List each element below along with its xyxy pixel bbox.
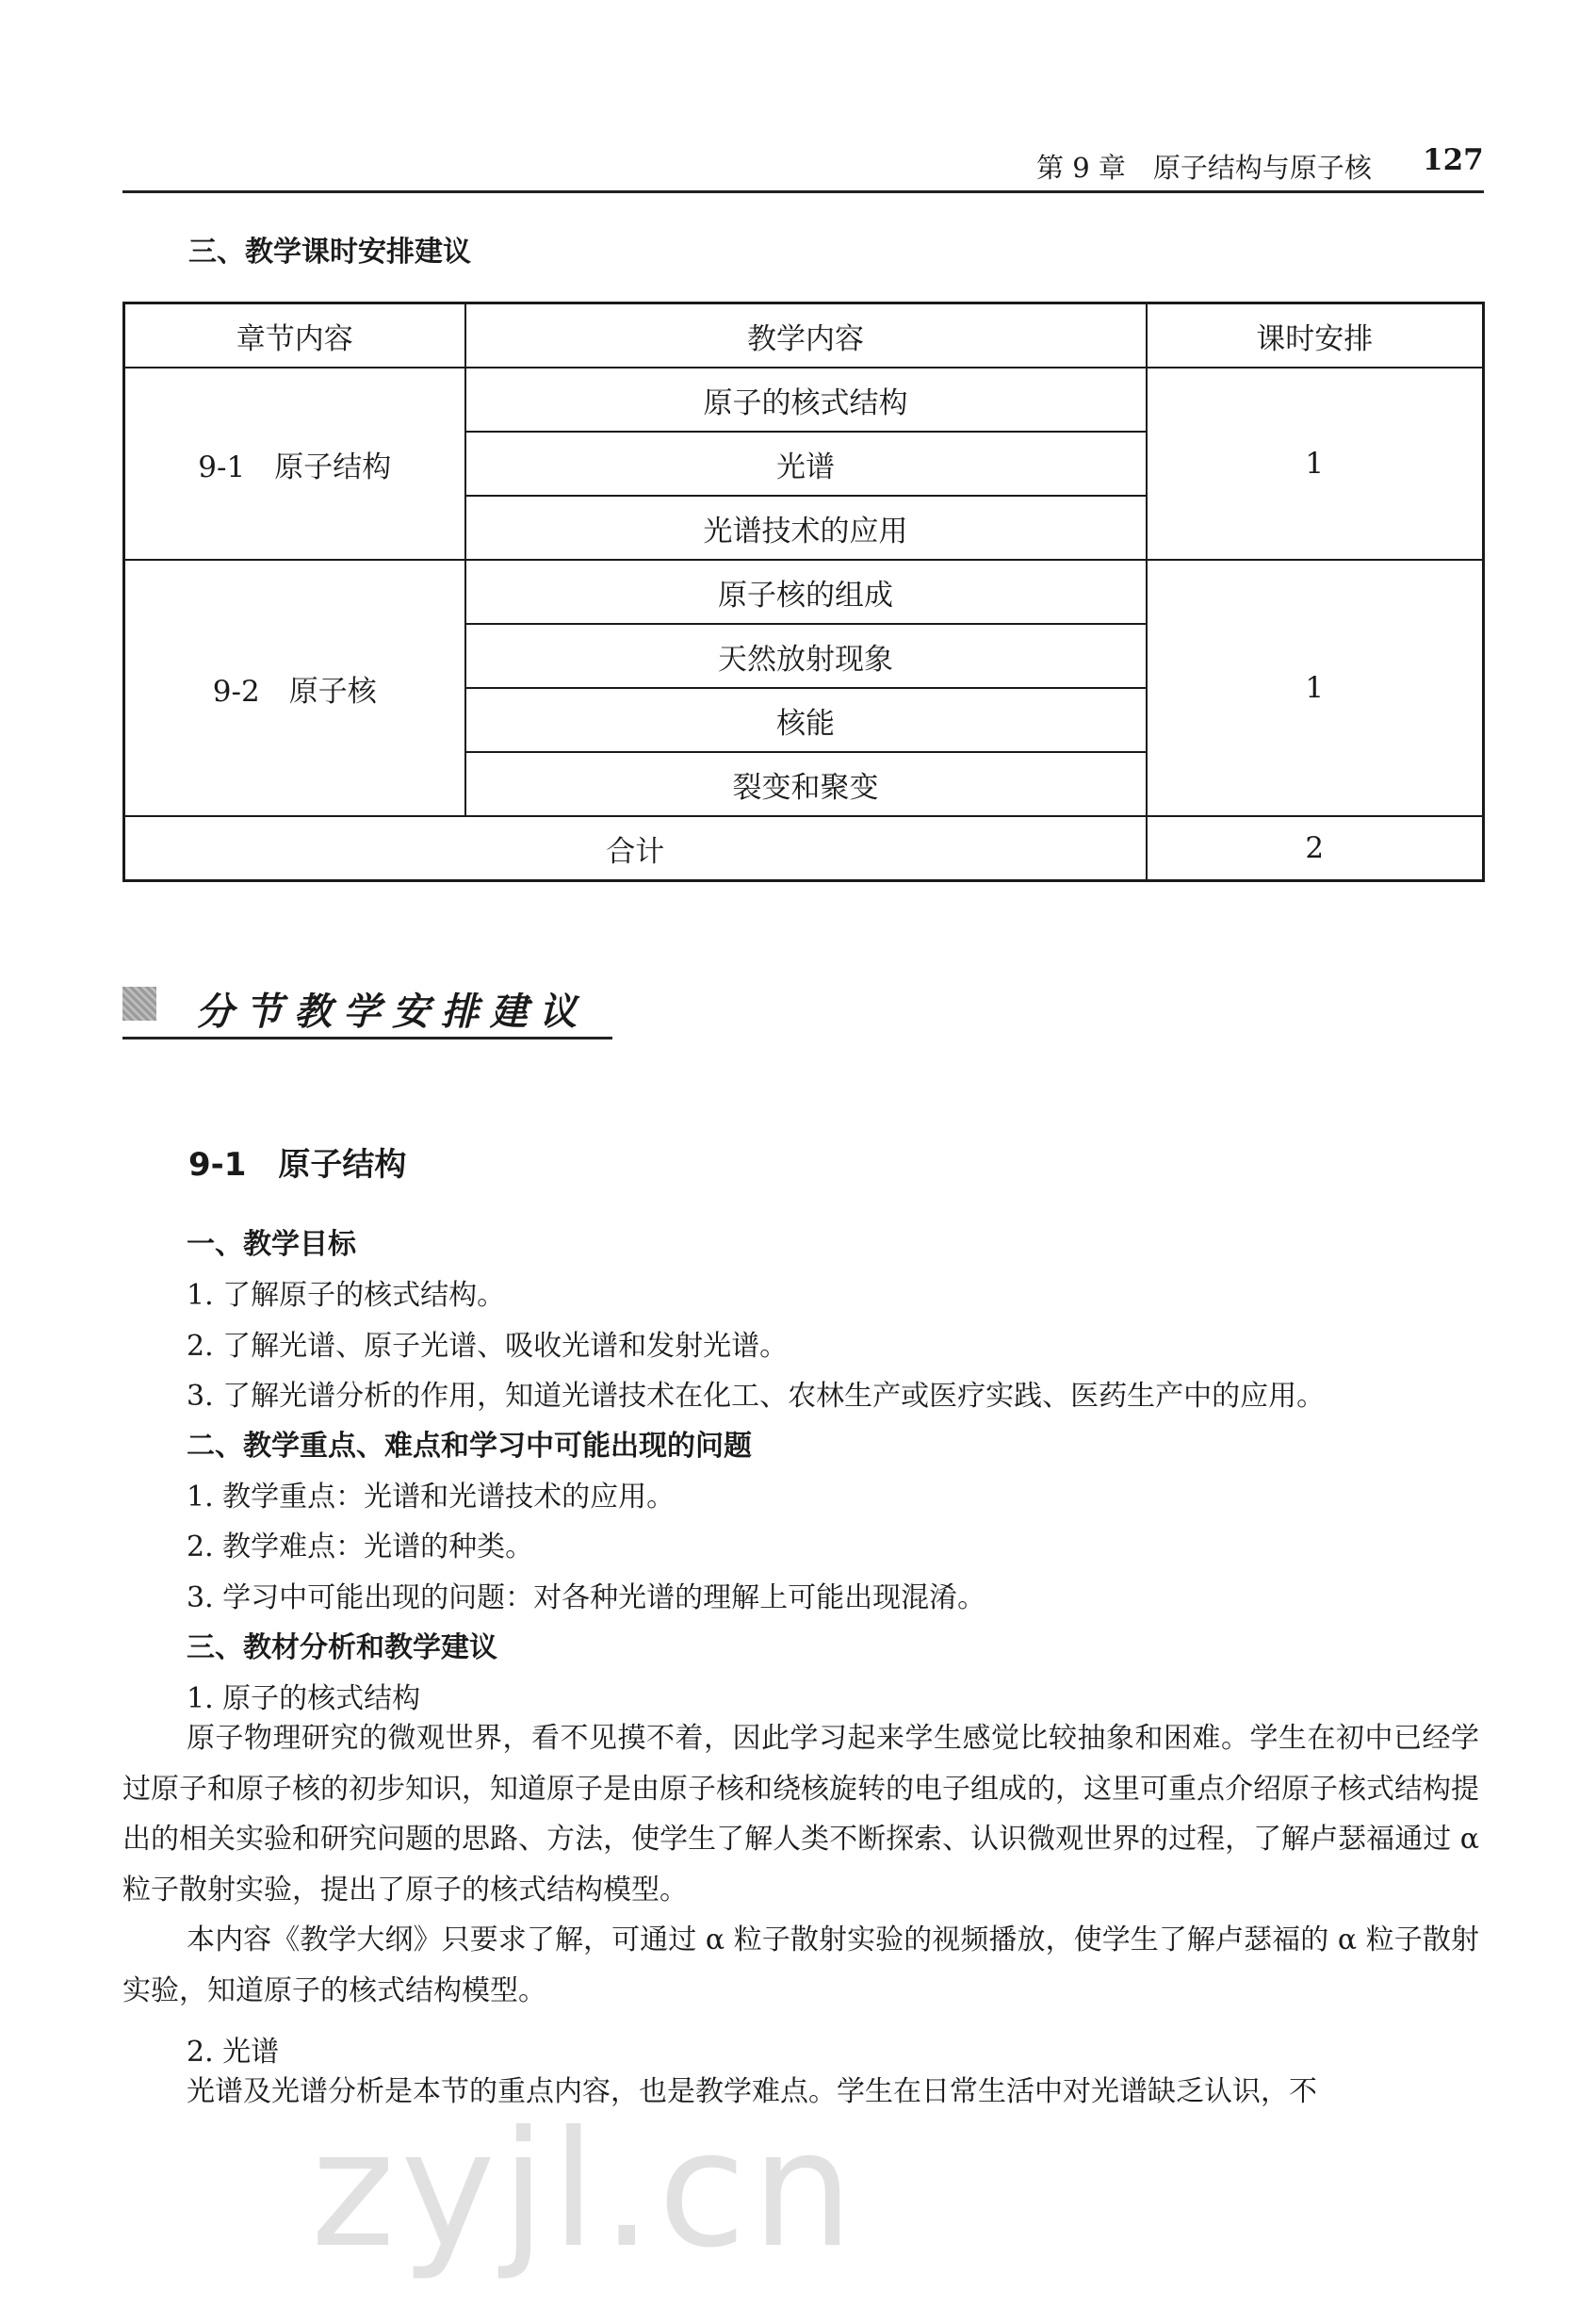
item-title: 1. 原子的核式结构 xyxy=(187,1682,421,1715)
analysis-title: 三、教材分析和教学建议 xyxy=(187,1631,497,1664)
table-row xyxy=(124,368,1484,432)
subsection-title: 9-1 原子结构 xyxy=(188,1146,407,1184)
list-item: 3. 了解光谱分析的作用，知道光谱技术在化工、农林生产或医疗实践、医药生产中的应用。 xyxy=(187,1380,1326,1413)
list-item: 2. 了解光谱、原子光谱、吸收光谱和发射光谱。 xyxy=(187,1330,789,1363)
topic-cell: 核能 xyxy=(465,688,1147,752)
topic-cell: 光谱技术的应用 xyxy=(465,496,1147,560)
table-row xyxy=(124,560,1484,624)
goals-title: 一、教学目标 xyxy=(187,1228,356,1261)
table-total-row xyxy=(124,816,1484,881)
page-number: 127 xyxy=(1423,143,1484,177)
topic-cell: 原子的核式结构 xyxy=(465,368,1147,432)
list-item: 2. 教学难点：光谱的种类。 xyxy=(187,1530,534,1563)
watermark: zyjl.cn xyxy=(311,2097,859,2283)
paragraph: 光谱及光谱分析是本节的重点内容，也是教学难点。学生在日常生活中对光谱缺乏认识，不 xyxy=(187,2075,1317,2108)
paragraph: 原子物理研究的微观世界，看不见摸不着，因此学习起来学生感觉比较抽象和困难。学生在初中已经学过原子和原子核的初步知识，知道原子是由原子核和绕核旋转的电子组成的，这里可重点介绍原子核式结构提出的相关实验和研究问题的思路、方法，使学生了解人类不断探索、认识微观世界的过程，了解卢瑟福通过 α 粒子散射实验，提出了原子的核式结构模型。 xyxy=(122,1722,1479,1907)
total-label-cell: 合计 xyxy=(124,816,1147,881)
table-header-row xyxy=(124,303,1484,368)
section-title-schedule: 三、教学课时安排建议 xyxy=(188,236,471,269)
paragraph: 本内容《教学大纲》只要求了解，可通过 α 粒子散射实验的视频播放，使学生了解卢瑟福的 α 粒子散射实验，知道原子的核式结构模型。 xyxy=(122,1923,1479,2007)
item-title: 2. 光谱 xyxy=(187,2036,280,2069)
schedule-table xyxy=(122,302,1485,882)
topic-cell: 天然放射现象 xyxy=(465,624,1147,688)
list-item: 1. 了解原子的核式结构。 xyxy=(187,1279,506,1312)
chapter-cell: 9-2 原子核 xyxy=(124,560,465,816)
key-points-title: 二、教学重点、难点和学习中可能出现的问题 xyxy=(187,1430,752,1463)
list-item: 1. 教学重点：光谱和光谱技术的应用。 xyxy=(187,1481,676,1514)
hours-cell: 1 xyxy=(1147,368,1484,560)
table-header-cell: 课时安排 xyxy=(1147,303,1484,368)
running-header-chapter: 第 9 章 原子结构与原子核 xyxy=(1036,152,1372,184)
table-header-cell: 章节内容 xyxy=(124,303,465,368)
table-header-cell: 教学内容 xyxy=(465,303,1147,368)
banner-title: 分节教学安排建议 xyxy=(196,990,588,1034)
chapter-cell: 9-1 原子结构 xyxy=(124,368,465,560)
topic-cell: 原子核的组成 xyxy=(465,560,1147,624)
header-rule xyxy=(122,190,1484,193)
banner-square-icon xyxy=(122,987,156,1021)
topic-cell: 光谱 xyxy=(465,432,1147,496)
list-item: 3. 学习中可能出现的问题：对各种光谱的理解上可能出现混淆。 xyxy=(187,1581,986,1614)
topic-cell: 裂变和聚变 xyxy=(465,752,1147,816)
hours-cell: 1 xyxy=(1147,560,1484,816)
total-hours-cell: 2 xyxy=(1147,816,1484,881)
banner-rule xyxy=(122,1037,612,1039)
